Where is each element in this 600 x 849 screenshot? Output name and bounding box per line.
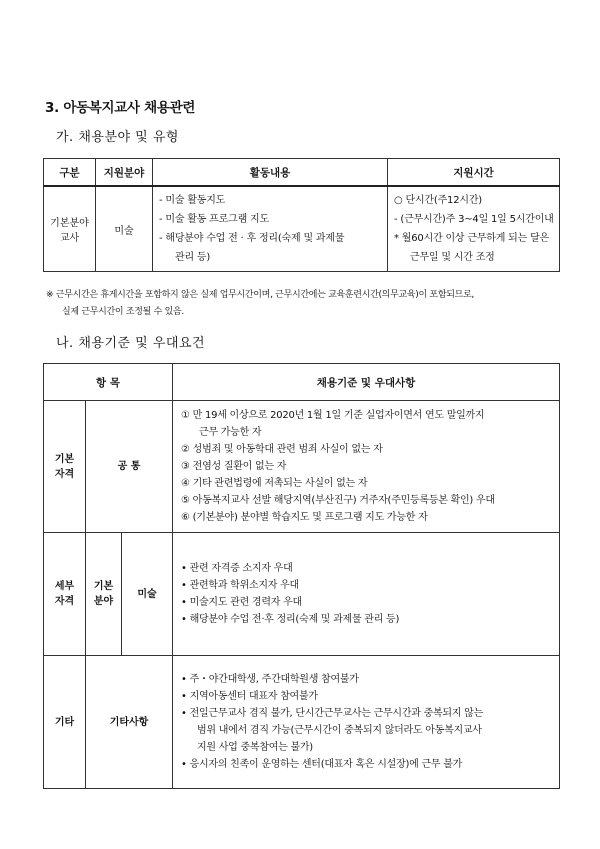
art-label: 미술 xyxy=(122,533,173,656)
header-criteria: 채용기준 및 우대사항 xyxy=(173,364,560,401)
category-line: 교사 xyxy=(59,233,80,244)
list-item: • 응시자의 친족이 운영하는 센터(대표자 혹은 시설장)에 근무 불가 xyxy=(181,759,463,770)
list-item: * 월60시간 이상 근무하게 되는 달은 xyxy=(394,233,549,244)
other-criteria xyxy=(173,656,560,789)
header-hours: 지원시간 xyxy=(388,159,560,187)
category-cell xyxy=(44,186,96,272)
list-item: 지원 사업 중복참여는 불가) xyxy=(197,742,313,753)
activities-cell xyxy=(153,186,388,272)
common-label: 공 통 xyxy=(86,401,173,533)
list-item: • 주・야간대학생, 주간대학원생 참여불가 xyxy=(181,674,359,685)
section-title: 3. 아동복지교사 채용관련 xyxy=(45,100,196,116)
list-item: ② 성범죄 및 아동학대 관련 범죄 사실이 없는 자 xyxy=(181,444,383,455)
label-line: 자격 xyxy=(54,596,75,607)
label-line: 자격 xyxy=(54,468,75,480)
table-row xyxy=(44,401,560,533)
note-line: ※ 근무시간은 휴게시간을 포함하지 않은 실제 업무시간이며, 근무시간에는 교육훈련시간(의무교육)이 포함되므로, xyxy=(46,290,474,300)
table-header-row xyxy=(44,159,560,187)
list-item: • 지역아동센터 대표자 참여불가 xyxy=(181,691,318,702)
header-item: 항 목 xyxy=(44,364,173,401)
category-line: 기본분야 xyxy=(50,218,89,229)
list-item: ⑥ (기본분야) 분야별 학습지도 및 프로그램 지도 가능한 자 xyxy=(181,512,428,523)
table-row xyxy=(44,656,560,789)
list-item: - 해당분야 수업 전 · 후 정리(숙제 및 과제물 xyxy=(159,233,345,244)
subsection-title-a: 가. 채용분야 및 유형 xyxy=(56,130,179,145)
list-item: 관리 등) xyxy=(175,252,211,263)
recruitment-type-table xyxy=(43,158,560,272)
header-activities: 활동내용 xyxy=(153,159,388,187)
label-line: 기본 xyxy=(54,453,75,465)
list-item: ○ 단시간(주12시간) xyxy=(394,195,482,206)
list-item: • 미술지도 관련 경력자 우대 xyxy=(181,597,302,608)
table-header-row xyxy=(44,364,560,401)
list-item: • 관련학과 학위소지자 우대 xyxy=(181,580,299,591)
basic-criteria xyxy=(173,401,560,533)
field-cell: 미술 xyxy=(96,186,153,272)
label-line: 기본 xyxy=(93,581,114,592)
hours-note xyxy=(46,287,558,321)
list-item: • 관련 자격증 소지자 우대 xyxy=(181,563,293,574)
list-item: ⑤ 아동복지교사 선발 해당지역(부산진구) 거주자(주민등록등본 확인) 우대 xyxy=(181,495,495,506)
label-line: 세부 xyxy=(54,581,75,592)
list-item: 근무일 및 시간 조정 xyxy=(410,252,495,263)
table-row xyxy=(44,186,560,272)
other-sub-label: 기타사항 xyxy=(86,656,173,789)
list-item: - 미술 활동 프로그램 지도 xyxy=(159,214,269,225)
list-item: ④ 기타 관련법령에 저촉되는 사실이 없는 자 xyxy=(181,478,368,489)
list-item: • 해당분야 수업 전·후 정리(숙제 및 과제물 관리 등) xyxy=(181,614,400,625)
basic-label xyxy=(44,401,86,533)
list-item: - 미술 활동지도 xyxy=(159,195,226,206)
list-item: - (근무시간)주 3~4일 1일 5시간이내 xyxy=(394,214,554,225)
criteria-table xyxy=(43,363,560,789)
other-label: 기타 xyxy=(44,656,86,789)
list-item: ③ 전염성 질환이 없는 자 xyxy=(181,461,287,472)
list-item: ① 만 19세 이상으로 2020년 1월 1일 기준 실업자이면서 연도 말일까지 xyxy=(181,410,485,421)
table-row xyxy=(44,533,560,656)
note-line: 실제 근무시간이 조정될 수 있음. xyxy=(62,307,184,317)
header-category: 구분 xyxy=(44,159,96,187)
subsection-title-b: 나. 채용기준 및 우대요건 xyxy=(56,336,206,351)
hours-cell xyxy=(388,186,560,272)
detail-criteria xyxy=(173,533,560,656)
list-item: 범위 내에서 겸직 가능(근무시간이 중복되지 않더라도 아동복지교사 xyxy=(197,725,482,736)
basic-field-label xyxy=(86,533,122,656)
header-field: 지원분야 xyxy=(96,159,153,187)
detail-label xyxy=(44,533,86,656)
list-item: 근무 가능한 자 xyxy=(199,427,262,438)
label-line: 분야 xyxy=(93,596,114,607)
list-item: • 전일근무교사 겸직 불가, 단시간근무교사는 근무시간과 중복되지 않는 xyxy=(181,708,483,719)
